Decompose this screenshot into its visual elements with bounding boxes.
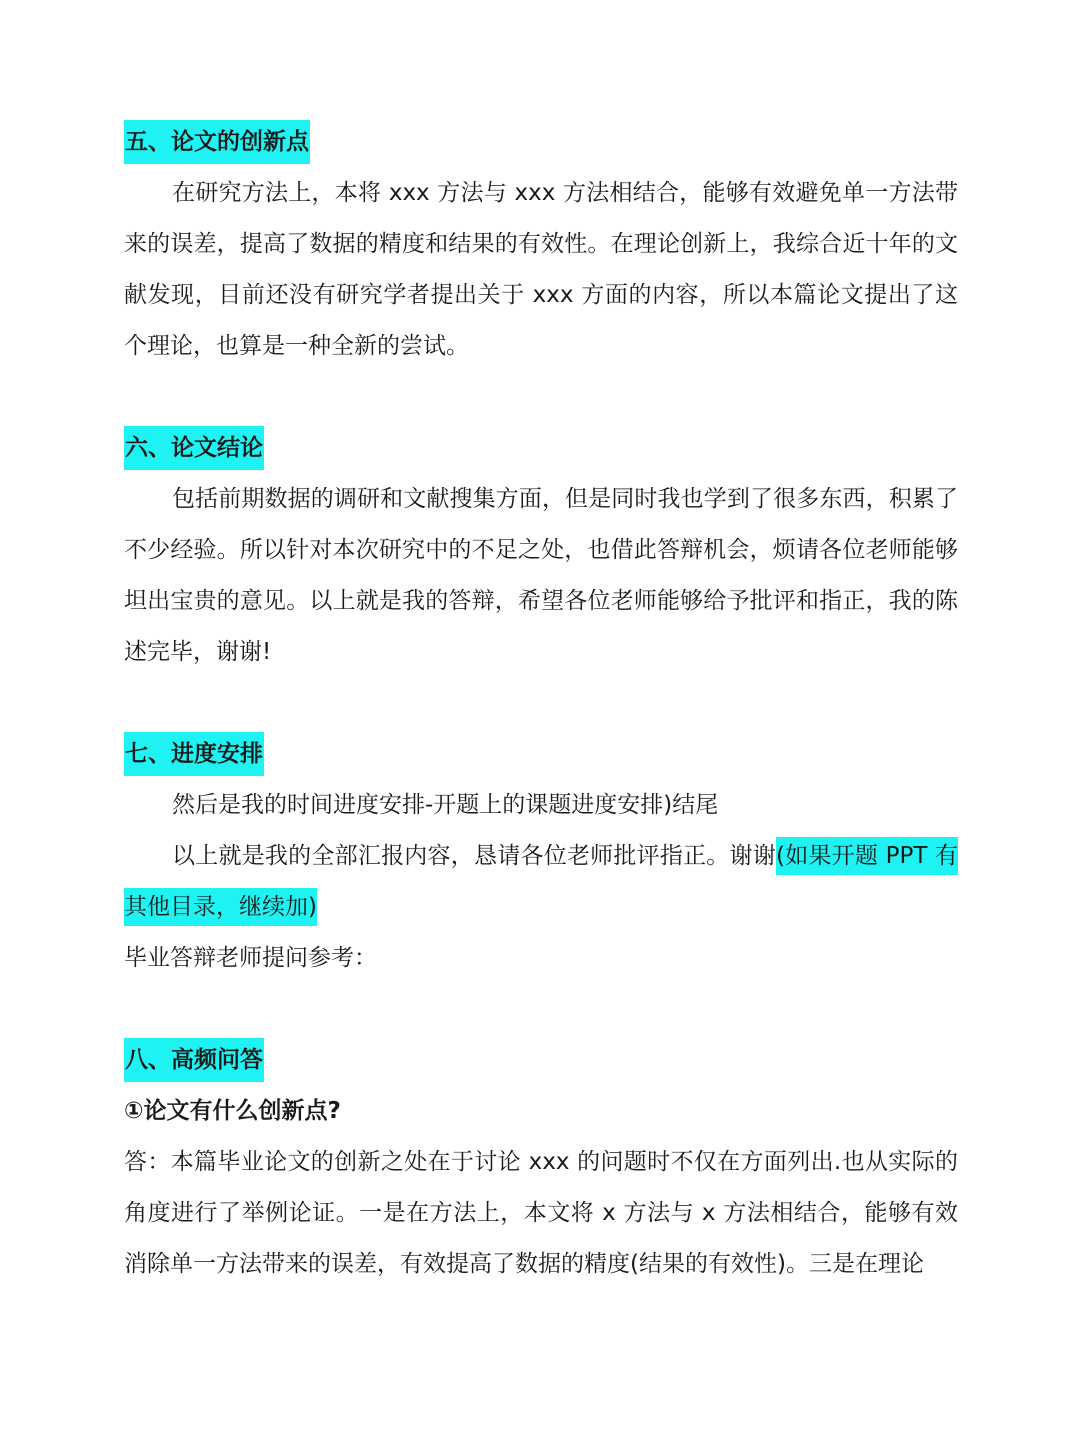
heading-highlight: 七、进度安排 xyxy=(124,732,264,776)
paragraph-conclusion: 包括前期数据的调研和文献搜集方面，但是同时我也学到了很多东西，积累了不少经验。所以针对本次研究中的不足之处，也借此答辩机会，烦请各位老师能够坦出宝贵的意见。以上就是我的答辩，希望各位老师能够给予批评和指正，我的陈述完毕，谢谢! xyxy=(124,486,958,665)
faq-question: ①论文有什么创新点? xyxy=(124,1098,341,1124)
document-body xyxy=(124,117,958,1290)
spacer xyxy=(124,372,958,423)
heading-highlight: 五、论文的创新点 xyxy=(124,120,310,164)
paragraph-questions-intro: 毕业答辩老师提问参考： xyxy=(124,945,377,971)
spacer xyxy=(124,678,958,729)
section-heading-conclusion xyxy=(124,423,958,474)
faq-answer: 答：本篇毕业论文的创新之处在于讨论 xxx 的问题时不仅在方面列出.也从实际的角度进行了举例论证。一是在方法上，本文将 x 方法与 x 方法相结合，能够有效消除单一方法带来的误差，有效提高了数据的精度(结果的有效性)。三是在理论 xyxy=(124,1149,958,1277)
paragraph-schedule-2 xyxy=(124,831,958,933)
heading-highlight: 六、论文结论 xyxy=(124,426,264,470)
schedule-highlight-note: (如果开题 PPT 有其他目录，继续加) xyxy=(124,837,958,926)
schedule-closing-text: 以上就是我的全部汇报内容，恳请各位老师批评指正。谢谢 xyxy=(172,843,776,869)
paragraph-schedule-1: 然后是我的时间进度安排-开题上的课题进度安排)结尾 xyxy=(172,792,719,818)
spacer xyxy=(124,984,958,1035)
section-heading-innovation xyxy=(124,117,958,168)
section-heading-faq xyxy=(124,1035,958,1086)
heading-highlight: 八、高频问答 xyxy=(124,1038,264,1082)
paragraph-innovation: 在研究方法上，本将 xxx 方法与 xxx 方法相结合，能够有效避免单一方法带来的误差，提高了数据的精度和结果的有效性。在理论创新上，我综合近十年的文献发现，目前还没有研究学者提出关于 xxx 方面的内容，所以本篇论文提出了这个理论，也算是一种全新的尝试。 xyxy=(124,180,958,359)
section-heading-schedule xyxy=(124,729,958,780)
